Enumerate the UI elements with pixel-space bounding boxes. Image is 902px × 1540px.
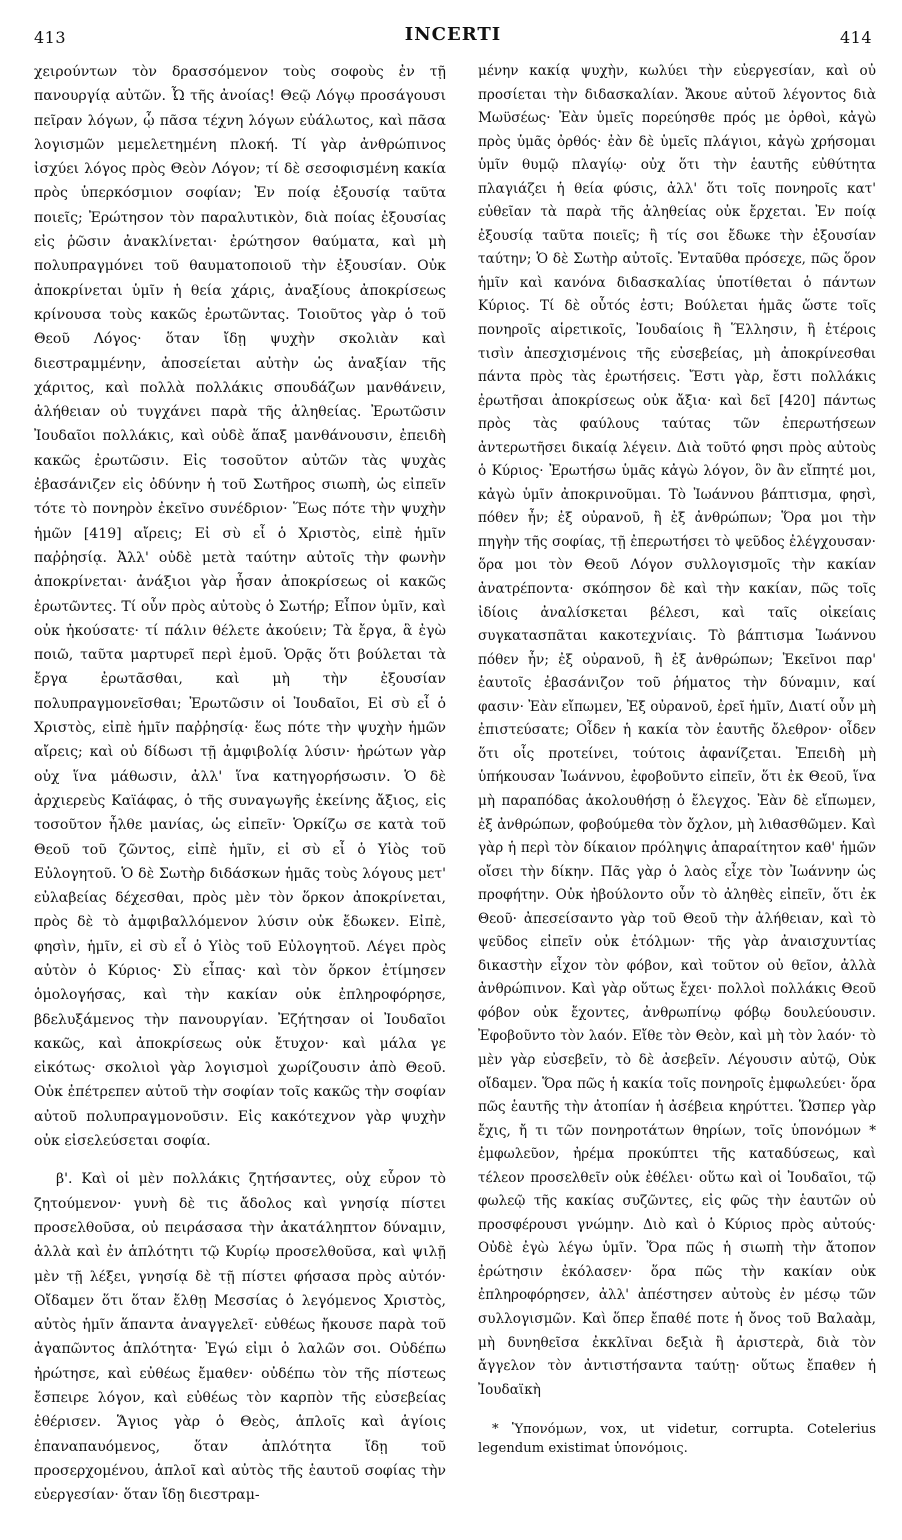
running-title: INCERTI [404,24,502,45]
right-column [478,60,876,1402]
right-paragraph-1: μένην κακίᾳ ψυχὴν, κωλύει τὴν εὐεργεσίαν, καὶ οὐ προσίεται τὴν διδασκαλίαν. Ἄκουε αὐτοῦ λέγοντος διὰ Μωϋσέως· Ἐὰν ὑμεῖς πορεύησθε πρός με ὀρθοὶ, κἀγὼ πρὸς ὑμᾶς ὀρθός· ἐὰν δὲ ὑμεῖς πλάγιοι, κἀγὼ χρήσομαι ὑμῖν θυμῷ πλαγίῳ· οὐχ ὅτι τὴν ἑαυτῆς εὐθύτητα πλαγιάζει ἡ θεία φύσις, ἀλλ' ὅτι τοῖς πονηροῖς κατ' εὐθεῖαν τὰ παρὰ τῆς ἀληθείας οὐκ ἔρχεται. Ἐν ποίᾳ ἐξουσίᾳ ταῦτα ποιεῖς; ἢ τίς σοι ἔδωκε τὴν ἐξουσίαν ταύτην; Ὁ δὲ Σωτὴρ αὐτοῖς. Ἐνταῦθα πρόσεχε, πῶς ὅρον ἡμῖν καὶ κανόνα διδασκαλίας ὑποτίθεται ὁ πάντων Κύριος. Τί δὲ οὗτός ἐστι; Βούλεται ἡμᾶς ὥστε τοῖς πονηροῖς αἱρετικοῖς, Ἰουδαίοις ἢ Ἕλλησιν, ἢ ἑτέροις τισὶν ἀπεσχισμένοις τῆς εὐσεβείας, μὴ ἀποκρίνεσθαι πάντα πρὸς τὰς ἐρωτήσεις. Ἔστι γὰρ, ἔστι πολλάκις ἐρωτῆσαι ἀποκρίσεως οὐκ ἄξια· καὶ δεῖ [420] πάντως πρὸς τὰς φαύλους ταύτας τῶν ἐπερωτήσεων ἀντερωτῆσει δικαίᾳ λέγειν. Διὰ τοῦτό φησι πρὸς αὐτοὺς ὁ Κύριος· Ἐρωτήσω ὑμᾶς κἀγὼ λόγον, ὃν ἂν εἴπητέ μοι, κἀγὼ ὑμῖν ἀποκρινοῦμαι. Τὸ Ἰωάννου βάπτισμα, φησὶ, πόθεν ἦν; ἐξ οὐρανοῦ, ἢ ἐξ ἀνθρώπων; Ὅρα μοι τὴν πηγὴν τῆς σοφίας, τῇ ἐπερωτήσει τὸ ψεῦδος ἐλέγχουσαν· ὅρα μοι τὸν Θεοῦ Λόγον συλλογισμοῖς τὴν κακίαν ἀνατρέποντα· σκόπησον δὲ καὶ τὴν κακίαν, πῶς τοῖς ἰδίοις ἀναλίσκεται βέλεσι, καὶ ταῖς οἰκείαις συγκατασπᾶται κακοτεχνίαις. Τὸ βάπτισμα Ἰωάννου πόθεν ἦν; ἐξ οὐρανοῦ, ἢ ἐξ ἀνθρώπων; Ἐκεῖνοι παρ' ἑαυτοῖς ἐβασάνιζον τοῦ ῥήματος τὴν δύναμιν, καί φασιν· Ἐὰν εἴπωμεν, Ἐξ οὐρανοῦ, ἐρεῖ ἡμῖν, Διατί οὖν μὴ ἐπιστεύσατε; Οἶδεν ἡ κακία τὸν ἑαυτῆς ὄλεθρον· οἶδεν ὅτι οἷς προτείνει, τούτοις ἀφανίζεται. Ἐπειδὴ μὴ ὑπήκουσαν Ἰωάννου, ἐφοβοῦντο εἰπεῖν, ὅτι ἐκ Θεοῦ, ἵνα μὴ παραπόδας ἀκολουθήσῃ ὁ ἔλεγχος. Ἐὰν δὲ εἴπωμεν, ἐξ ἀνθρώπων, φοβούμεθα τὸν ὄχλον, μὴ λιθασθῶμεν. Καὶ γὰρ ἡ περὶ τὸν δίκαιον πρόληψις ἀπαραίτητον καθ' ἡμῶν οἴσει τὴν δίκην. Πᾶς γὰρ ὁ λαὸς εἶχε τὸν Ἰωάννην ὡς προφήτην. Οὐκ ἠβούλοντο οὖν τὸ ἀληθὲς εἰπεῖν, ὅτι ἐκ Θεοῦ· ἀπεσείσαντο γὰρ τοῦ Θεοῦ τὴν ἀλήθειαν, καὶ τὸ ψεῦδος εἰπεῖν οὐκ ἐτόλμων· τῆς γὰρ ἀναισχυντίας δικαστὴν εἶχον τὸν φόβον, καὶ τοῦτον οὐ θεῖον, ἀλλὰ ἀνθρώπινον. Καὶ γὰρ οὕτως ἔχει· πολλοὶ πολλάκις Θεοῦ φόβον οὐκ ἔχοντες, ἀνθρωπίνῳ φόβῳ δουλεύουσιν. Ἐφοβοῦντο τὸν λαόν. Εἴθε τὸν Θεὸν, καὶ μὴ τὸν λαόν· τὸ μὲν γὰρ εὐσεβεῖν, τὸ δὲ ἀσεβεῖν. Λέγουσιν αὐτῷ, Οὐκ οἴδαμεν. Ὅρα πῶς ἡ κακία τοῖς πονηροῖς ἐμφωλεύει· ὅρα πῶς ἑαυτῆς τὴν ἀτοπίαν ἡ ἀσέβεια κηρύττει. Ὥσπερ γὰρ ἔχις, ἤ τι τῶν πονηροτάτων θηρίων, τοῖς ὑπονόμων * ἐμφωλεῦον, ἠρέμα προκύπτει τῆς καταδύσεως, καὶ τέλεον προσελθεῖν οὐκ ἐθέλει· οὕτω καὶ οἱ Ἰουδαῖοι, τῷ φωλεῷ τῆς κακίας συζῶντες, εἰς φῶς τὴν ἑαυτῶν οὐ προσφέρουσι γνώμην. Διὸ καὶ ὁ Κύριος πρὸς αὐτούς· Οὐδὲ ἐγὼ λέγω ὑμῖν. Ὅρα πῶς ἡ σιωπὴ τὴν ἄτοπον ἐρώτησιν ἐκόλασεν· ὅρα πῶς τὴν κακίαν οὐκ ἐπληροφόρησεν, ἀλλ' ἀπέστησεν αὐτοὺς ἐν μέσῳ τῶν συλλογισμῶν. Καὶ ὅπερ ἔπαθέ ποτε ἡ ὄνος τοῦ Βαλαὰμ, μὴ δυνηθεῖσα ἐκκλῖναι δεξιὰ ἢ ἀριστερὰ, διὰ τὸν ἄγγελον τὸν ἀντιστήσαντα ταύτῃ· οὕτως ἔπαθεν ἡ Ἰουδαϊκὴ [478,63,876,1398]
page-header [34,22,872,52]
footnote: * Ὑπονόμων, vox, ut videtur, corrupta. Cotelerius legendum existimat ὑπονόμοις. [478,1422,876,1456]
left-paragraph-1: χειρούντων τὸν δρασσόμενον τοὺς σοφοὺς ἐν τῇ πανουργίᾳ αὐτῶν. Ὦ τῆς ἀνοίας! Θεῷ Λόγῳ προσάγουσι πεῖραν λόγων, ᾧ πᾶσα τέχνη λόγων εὐάλωτος, καὶ πᾶσα λογισμῶν μεμελετημένη πλοκή. Τί γὰρ ἀνθρώπινος ἰσχύει λόγος πρὸς Θεὸν Λόγον; τί δὲ σεσοφισμένη κακία πρὸς ὑπερκόσμιον σοφίαν; Ἐν ποίᾳ ἐξουσίᾳ ταῦτα ποιεῖς; Ἐρώτησον τὸν παραλυτικὸν, διὰ ποίας ἐξουσίας εἰς ῥῶσιν ἀνακλίνεται· ἐρώτησον θαύματα, καὶ μὴ πολυπραγμόνει τοῦ θαυματοποιοῦ τὴν ἐξουσίαν. Οὐκ ἀποκρίνεται ὑμῖν ἡ θεία χάρις, ἀναξίους ἀποκρίσεως κρίνουσα τοὺς κακῶς ἐρωτῶντας. Τοιοῦτος γὰρ ὁ τοῦ Θεοῦ Λόγος· ὅταν ἴδῃ ψυχὴν σκολιὰν καὶ διεστραμμένην, ἀποσείεται αὐτὴν ὡς ἀναξίαν τῆς χάριτος, καὶ πολλὰ πολλάκις σπουδάζων μανθάνειν, ἀλήθειαν οὐ τυγχάνει παρὰ τῆς ἀληθείας. Ἐρωτῶσιν Ἰουδαῖοι πολλάκις, καὶ οὐδὲ ἅπαξ μανθάνουσιν, ἐπειδὴ κακῶς ἐρωτῶσιν. Εἰς τοσοῦτον αὐτῶν τὰς ψυχὰς ἐβασάνιζεν εἰς ὀδύνην ἡ τοῦ Σωτῆρος σιωπὴ, ὡς εἰπεῖν τότε τὸ πονηρὸν ἐκεῖνο συνέδριον· Ἕως πότε τὴν ψυχὴν ἡμῶν [419] αἴρεις; Εἰ σὺ εἶ ὁ Χριστὸς, εἰπὲ ἡμῖν παῤῥησίᾳ. Ἀλλ' οὐδὲ μετὰ ταύτην αὐτοῖς τὴν φωνὴν ἀποκρίνεται· ἀνάξιοι γὰρ ἦσαν ἀποκρίσεως οἱ κακῶς ἐρωτῶντες. Τί οὖν πρὸς αὐτοὺς ὁ Σωτήρ; Εἶπον ὑμῖν, καὶ οὐκ ἠκούσατε· τί πάλιν θέλετε ἀκούειν; Τὰ ἔργα, ἃ ἐγὼ ποιῶ, ταῦτα μαρτυρεῖ περὶ ἐμοῦ. Ὁρᾷς ὅτι βούλεται τὰ ἔργα ἐρωτᾶσθαι, καὶ μὴ τὴν ἐξουσίαν πολυπραγμονεῖσθαι; Ἐρωτῶσιν οἱ Ἰουδαῖοι, Εἰ σὺ εἶ ὁ Χριστὸς, εἰπὲ ἡμῖν παῤῥησίᾳ· ἕως πότε τὴν ψυχὴν ἡμῶν αἴρεις; καὶ οὐ δίδωσι τῇ ἀμφιβολίᾳ λύσιν· ἠρώτων γὰρ οὐχ ἵνα μάθωσιν, ἀλλ' ἵνα κατηγορήσωσιν. Ὁ δὲ ἀρχιερεὺς Καϊάφας, ὁ τῆς συναγωγῆς ἐκείνης ἄξιος, εἰς τοσοῦτον ἦλθε μανίας, ὡς εἰπεῖν· Ὁρκίζω σε κατὰ τοῦ Θεοῦ τοῦ ζῶντος, εἰπὲ ἡμῖν, εἰ σὺ εἶ ὁ Υἱὸς τοῦ Εὐλογητοῦ. Ὁ δὲ Σωτὴρ διδάσκων ἡμᾶς τοὺς λόγους μετ' εὐλαβείας δέχεσθαι, πρὸς μὲν τὸν ὅρκον ἀποκρίνεται, πρὸς δὲ τὸ ἀμφιβαλλόμενον λύσιν οὐκ ἔδωκεν. Εἰπὲ, φησὶν, ἡμῖν, εἰ σὺ εἶ ὁ Υἱὸς τοῦ Εὐλογητοῦ. Λέγει πρὸς αὐτὸν ὁ Κύριος· Σὺ εἶπας· καὶ τὸν ὅρκον ἐτίμησεν ὁμολογήσας, καὶ τὴν κακίαν οὐκ ἐπληροφόρησε, βδελυξάμενος τὴν πανουργίαν. Ἐζήτησαν οἱ Ἰουδαῖοι κακῶς, καὶ ἀποκρίσεως οὐκ ἔτυχον· καὶ μάλα γε εἰκότως· σκολιοὶ γὰρ λογισμοὶ χωρίζουσιν ἀπὸ Θεοῦ. Οὐκ ἐπέτρεπεν αὐτοῦ τὴν σοφίαν τοῖς κακῶς τὴν σοφίαν αὐτοῦ πολυπραγμονοῦσιν. Εἰς κακότεχνον γὰρ ψυχὴν οὐκ εἰσελεύσεται σοφία. [34,64,446,1150]
page-number-right: 414 [839,28,872,47]
page-number-left: 413 [34,28,67,47]
left-paragraph-2: β'. Καὶ οἱ μὲν πολλάκις ζητήσαντες, οὐχ εὗρον τὸ ζητούμενον· γυνὴ δὲ τις ἄδολος καὶ γνησίᾳ πίστει προσελθοῦσα, οὐ πειράσασα τὴν ἀκατάληπτον δύναμιν, ἀλλὰ καὶ ἐν ἁπλότητι τῷ Κυρίῳ προσελθοῦσα, καὶ ψιλῇ μὲν τῇ λέξει, γνησίᾳ δὲ τῇ πίστει φήσασα πρὸς αὐτόν· Οἴδαμεν ὅτι ὅταν ἔλθῃ Μεσσίας ὁ λεγόμενος Χριστὸς, αὐτὸς ἡμῖν ἅπαντα ἀναγγελεῖ· εὐθέως ἤκουσε παρὰ τοῦ ἀγαπῶντος ἁπλότητα· Ἐγώ εἰμι ὁ λαλῶν σοι. Οὐδέπω ἠρώτησε, καὶ εὐθέως ἔμαθεν· οὐδέπω τὸν τῆς πίστεως ἔσπειρε λόγον, καὶ εὐθέως τὸν καρπὸν τῆς εὐσεβείας ἐθέρισεν. Ἅγιος γὰρ ὁ Θεὸς, ἁπλοῖς καὶ ἁγίοις ἐπαναπαυόμενος, ὅταν ἁπλότητα ἴδῃ τοῦ προσερχομένου, ἁπλοῖ καὶ αὐτὸς τῆς ἑαυτοῦ σοφίας τὴν εὐεργεσίαν· ὅταν ἴδῃ διεστραμ- [34,1171,446,1504]
left-column [34,60,446,1508]
